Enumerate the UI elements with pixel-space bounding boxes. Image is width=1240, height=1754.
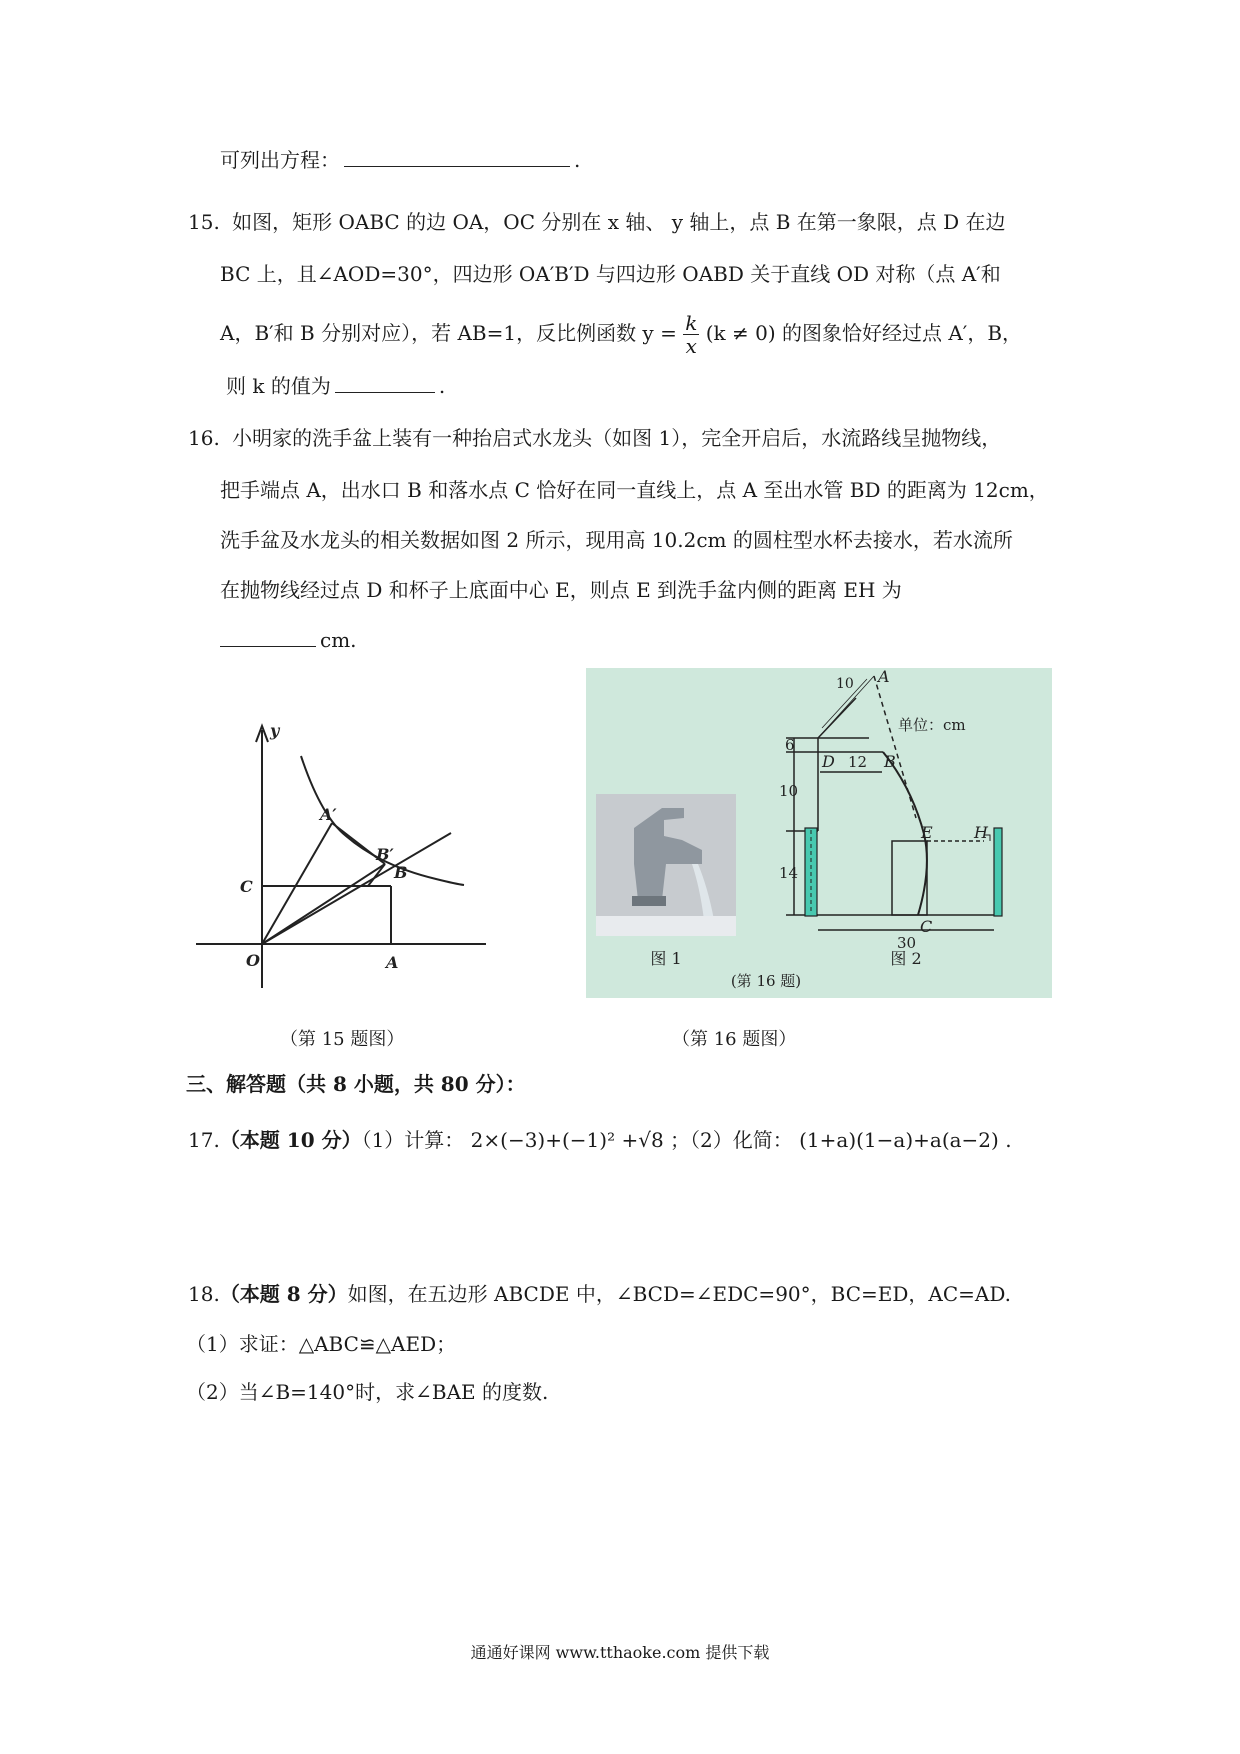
label-h: H [974,823,988,842]
segment-oa-prime [262,823,332,944]
top-line-text: 可列出方程： [220,148,340,172]
q16-line3: 洗手盆及水龙头的相关数据如图 2 所示，现用高 10.2cm 的圆柱型水杯去接水，若水流所 [220,528,1013,552]
faucet-photo [596,794,736,936]
dim-30: 30 [897,934,917,952]
label-a: A [386,953,399,972]
dim-10: 10 [779,782,799,800]
q16-line5 [220,626,357,654]
q15-line4 [226,372,445,400]
fraction-numerator: k [685,311,698,335]
segment-ob-prime [262,864,385,944]
dim-6: 6 [785,736,795,754]
q15-line4-end: . [438,374,446,398]
label-a-prime: A′ [320,805,337,824]
label-y: y [270,721,280,740]
q16-number: 16. [188,426,220,450]
q15-line3 [220,312,1022,357]
unit-label: 单位：cm [898,716,966,734]
label-d: D [822,752,835,771]
q16-line1-text: 小明家的洗手盆上装有一种抬启式水龙头（如图 1），完全开启后，水流路线呈抛物线， [232,426,1002,450]
label-c: C [240,877,253,896]
fraction-k-over-x [683,312,699,357]
q16-line1 [188,424,1001,452]
line-od [262,833,451,944]
section-3-title: 三、解答题（共 8 小题，共 80 分）： [186,1072,526,1096]
q15-line3-pre: A，B′和 B 分别对应），若 AB=1，反比例函数 y = [220,321,677,345]
fraction-denominator: x [685,334,697,358]
label-b-prime: B′ [376,845,394,864]
fig16-inner-caption: (第 16 题) [730,972,802,990]
label-b: B [884,752,896,771]
figure-16-caption: （第 16 题图） [672,1029,797,1050]
q18-number: 18. [188,1282,220,1306]
q17-text: （1）计算： 2×(−3)+(−1)² +√8 ；（2）化简： (1+a)(1−a)+a(a−2) . [361,1128,1012,1152]
top-line [220,146,580,174]
q16-line2: 把手端点 A，出水口 B 和落水点 C 恰好在同一直线上，点 A 至出水管 BD 的距离为 12cm， [220,478,1049,502]
answer-blank [344,146,570,167]
fig1-label: 图 1 [650,949,682,968]
q15-line1-text: 如图，矩形 OABC 的边 OA，OC 分别在 x 轴、 y 轴上，点 B 在第一象限，点 D 在边 [232,210,1006,234]
q18-part2: （2）当∠B=140°时，求∠BAE 的度数. [186,1380,549,1404]
q15-line2: BC 上，且∠AOD=30°，四边形 OA′B′D 与四边形 OABD 关于直线 OD 对称（点 A′和 [220,262,1001,286]
q17-tag: （本题 10 分） [219,1128,362,1152]
q18-part1: （1）求证：△ABC≌△AED； [186,1332,457,1356]
answer-blank [220,626,316,647]
q17-number: 17. [188,1128,220,1152]
label-e: E [921,823,933,842]
figure-16 [586,668,1052,998]
top-line-end: . [574,148,581,172]
segment-b-prime-d [368,864,385,886]
dim-14: 14 [779,864,799,882]
q17 [188,1126,1012,1154]
q15-line3-post: (k ≠ 0) 的图象恰好经过点 A′，B， [705,321,1023,345]
q15-line4-pre: 则 k 的值为 [226,374,331,398]
q16-line5-end: cm. [320,628,357,652]
fig2-label: 图 2 [890,949,922,968]
label-b: B [394,863,408,882]
q15-number: 15. [188,210,220,234]
dim-10-handle: 10 [836,676,854,692]
q18 [188,1280,1011,1308]
footer-credit: 通通好课网 www.tthaoke.com 提供下载 [470,1643,770,1662]
label-a: A [878,668,890,686]
q16-line4: 在抛物线经过点 D 和杯子上底面中心 E，则点 E 到洗手盆内侧的距离 EH 为 [220,578,902,602]
figure-15-caption: （第 15 题图） [280,1029,405,1050]
dim-12: 12 [848,753,868,771]
basin-right-side [994,828,1002,916]
label-o: O [246,951,260,970]
q18-line1: 如图，在五边形 ABCDE 中，∠BCD=∠EDC=90°，BC=ED，AC=AD. [347,1282,1012,1306]
q15-line1 [188,208,1006,236]
answer-blank [335,372,435,393]
label-c: C [920,917,933,936]
q18-tag: （本题 8 分） [219,1282,348,1306]
figure-15 [196,716,492,991]
